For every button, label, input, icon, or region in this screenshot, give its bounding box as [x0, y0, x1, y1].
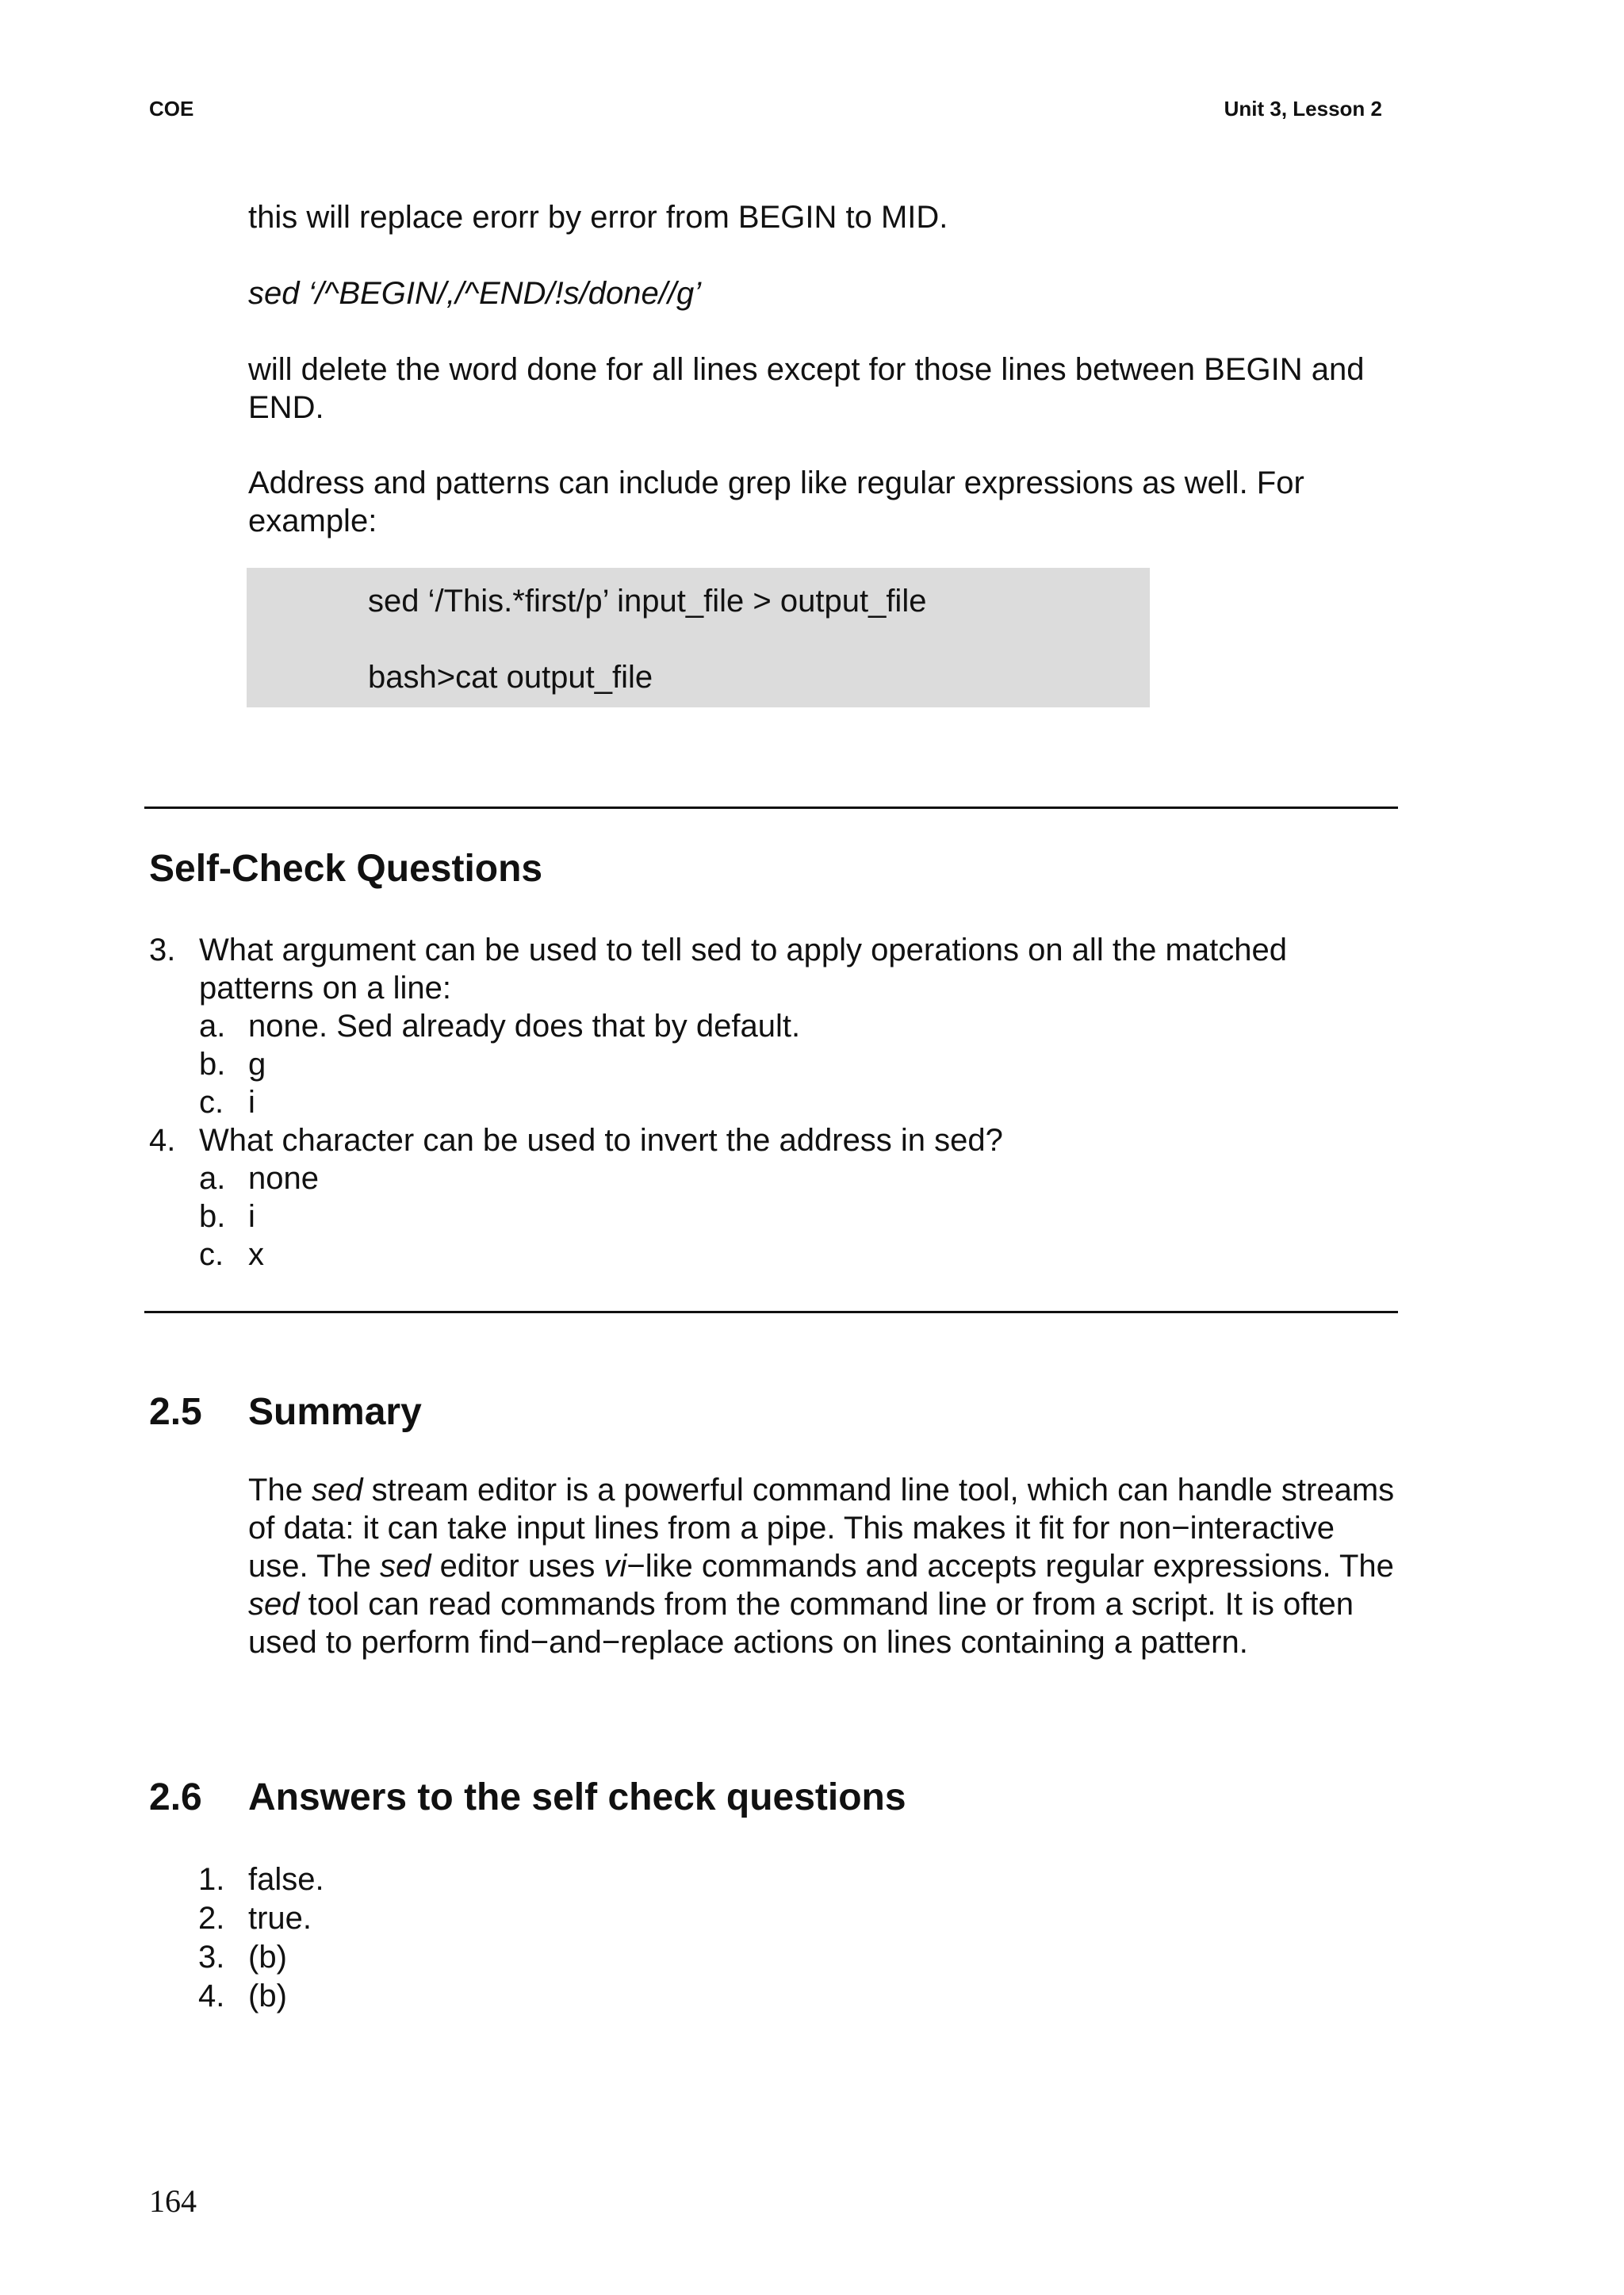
summary-italic-term: sed — [380, 1549, 431, 1584]
answer-item — [198, 1899, 324, 1938]
summary-section-number: 2.5 — [149, 1391, 202, 1433]
answer-text: (b) — [248, 1979, 287, 2013]
summary-italic-term: vi — [603, 1549, 627, 1584]
option-text: i — [248, 1199, 255, 1234]
summary-text-segment: editor uses — [431, 1549, 604, 1584]
self-check-title: Self-Check Questions — [149, 848, 543, 890]
option-text: none. Sed already does that by default. — [248, 1009, 801, 1044]
answers-title: Answers to the self check questions — [248, 1776, 906, 1818]
option-label: c. — [199, 1085, 224, 1120]
answer-item — [198, 1977, 324, 2016]
question-item — [149, 1121, 1402, 1159]
code-line-2: bash>cat output_file — [368, 660, 653, 695]
intro-paragraph-1: this will replace erorr by error from BEGIN to MID. — [248, 200, 948, 235]
section-divider-top — [144, 807, 1398, 809]
summary-text-segment: −like commands and accepts regular expressions. The — [626, 1549, 1394, 1584]
option-label: a. — [199, 1161, 226, 1196]
sed-example — [248, 274, 1398, 312]
answer-item — [198, 1938, 324, 1977]
option-label: b. — [199, 1047, 226, 1082]
answer-text: (b) — [248, 1940, 287, 1975]
question-option — [199, 1045, 1402, 1083]
option-text: g — [248, 1047, 266, 1082]
intro-paragraph-3: Address and patterns can include grep like regular expressions as well. For example: — [248, 466, 1304, 538]
option-text: i — [248, 1085, 255, 1120]
answer-number: 4. — [198, 1979, 225, 2013]
code-block — [247, 568, 1150, 707]
answers-section-number: 2.6 — [149, 1776, 202, 1818]
option-label: c. — [199, 1237, 224, 1272]
header-course: COE — [149, 97, 194, 121]
question-option — [199, 1007, 1402, 1045]
answer-number: 1. — [198, 1862, 225, 1897]
self-check-question-list — [149, 931, 1402, 1274]
summary-text-segment: stream editor is a powerful command line tool, which can handle streams of data: it can take input lines from a pipe. This makes it fit for non−interactive use. The — [248, 1473, 1395, 1584]
question-item — [149, 931, 1402, 1007]
summary-italic-term: sed — [312, 1473, 363, 1508]
answer-number: 2. — [198, 1901, 225, 1936]
summary-title: Summary — [248, 1391, 422, 1433]
section-divider-bottom — [144, 1311, 1398, 1313]
question-option — [199, 1159, 1402, 1197]
answers-list — [198, 1860, 324, 2016]
summary-paragraph — [248, 1471, 1402, 1661]
answer-text: true. — [248, 1901, 312, 1936]
question-number: 3. — [149, 933, 176, 967]
sed-example-text: sed ‘/^BEGIN/,/^END/!s/done//g’ — [248, 276, 702, 311]
option-text: none — [248, 1161, 319, 1196]
answer-text: false. — [248, 1862, 324, 1897]
intro-paragraph-2: will delete the word done for all lines except for those lines between BEGIN and END. — [248, 352, 1365, 425]
option-text: x — [248, 1237, 264, 1272]
option-label: a. — [199, 1009, 226, 1044]
summary-italic-term: sed — [248, 1587, 300, 1622]
page-number: 164 — [149, 2183, 197, 2219]
question-option — [199, 1197, 1402, 1236]
summary-text-segment: tool can read commands from the command line or from a script. It is often used to perform find−and−replace actions on lines containing a pattern. — [248, 1587, 1354, 1660]
code-line-1: sed ‘/This.*first/p’ input_file > output_file — [368, 584, 927, 619]
question-number: 4. — [149, 1123, 176, 1158]
question-text: What character can be used to invert the address in sed? — [199, 1123, 1003, 1158]
question-option — [199, 1236, 1402, 1274]
answer-item — [198, 1860, 324, 1899]
question-option — [199, 1083, 1402, 1121]
question-text: What argument can be used to tell sed to apply operations on all the matched patterns on a line: — [199, 933, 1287, 1006]
answer-number: 3. — [198, 1940, 225, 1975]
option-label: b. — [199, 1199, 226, 1234]
header-unit-lesson: Unit 3, Lesson 2 — [1224, 97, 1382, 121]
summary-text-segment: The — [248, 1473, 312, 1508]
